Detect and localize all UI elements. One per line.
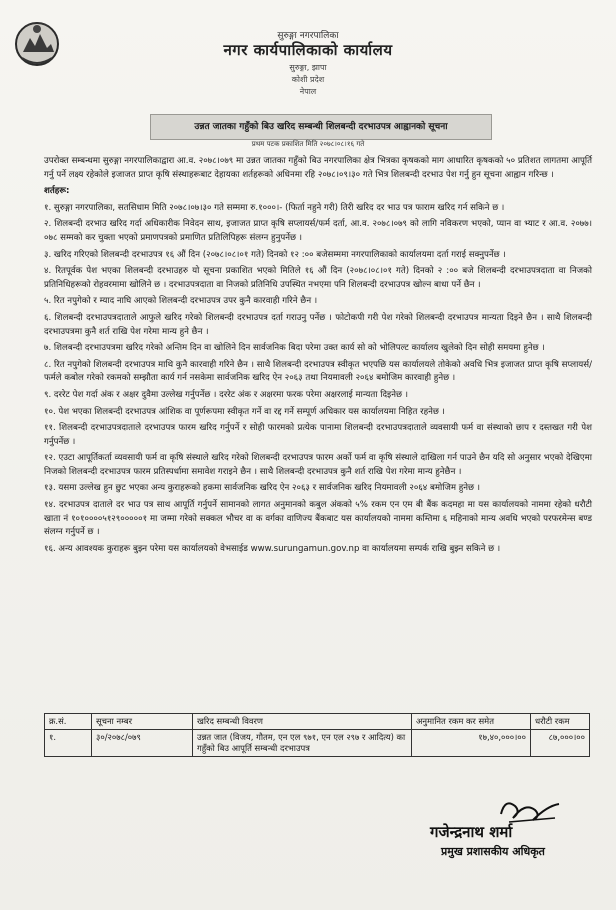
intro-paragraph: उपरोक्त सम्बन्धमा सुरुङ्गा नगरपालिकाद्वारा आ.व. २०७८।०७९ मा उन्नत जातका गहुँको बिउ नगरपालिका क्षेत्र भित्रका कृषकको माग आधारित कृषकको ५० प्रतिशत लागतमा आपूर्ति गर्नु पर्ने लक्ष्य रहेकोले इजाजत प्राप्त कृषि संस्थाहरूबाट देहायका शर्तहरूको अधिनमा रहि २०७८।०९।३० गते भित्र शिलबन्दी दरभाउ पेश गर्नु हुन सूचना आह्वान गरिन्छ । xyxy=(44,156,592,180)
handwritten-signature xyxy=(495,792,565,826)
office-title: नगर कार्यपालिकाको कार्यालय xyxy=(223,41,393,59)
address-line: कोशी प्रदेश xyxy=(291,75,325,84)
column-header: खरिद सम्बन्धी विवरण xyxy=(193,714,412,730)
condition-item: ८. रित नपुगेको शिलबन्दी दरभाउपत्र माथि कुनै कारवाही गरिने छैन । साथै शिलबन्दी दरभाउपत्र स्वीकृत भएपछि यस कार्यालयले तोकेको अवधि भित्र इजाजत प्राप्त कृषि सप्लायर्स/फर्मले कबोल गरेको रकमको सम्झौता कार्य गर्न नसकेमा सार्वजनिक खरिद ऐन २०६३ तथा नियमावली २०६४ बमोजिम कारवाही हुनेछ । xyxy=(44,359,592,384)
table-cell: १. xyxy=(45,730,92,757)
signatory-title: प्रमुख प्रशासकीय अधिकृत xyxy=(441,845,545,858)
municipality-name: सुरुङ्गा नगरपालिका xyxy=(277,31,339,41)
notice-body xyxy=(44,155,592,559)
table-header-row xyxy=(45,714,590,730)
table-cell: ८७,०००।०० xyxy=(531,730,590,757)
condition-item: १२. एउटा आपूर्तिकर्ता व्यवसायी फर्म वा कृषि संस्थाले खरिद गरेको शिलबन्दी दरभाउपत्र फारम अर्को फर्म वा कृषि संस्थाले दाखिला गर्न पाउने छैन यदि सो अनुसार भएको देखिएमा निजको शिलबन्दी दरभाउपत्र फारम प्रतिस्पर्धामा समावेश गराइने छैन । साथै शिलबन्दी दरभाउपत्र कुनै शर्त राखि पेश गरेमा मान्य हुनेछैन । xyxy=(44,453,592,477)
column-header: क्र.सं. xyxy=(45,714,92,730)
column-header: सूचना नम्बर xyxy=(92,714,193,730)
condition-item: ३. खरिद गरिएको शिलबन्दी दरभाउपत्र १६ औं दिन (२०७८।०८।०१ गते) दिनको १२ :०० बजेसम्ममा नगरपालिकाको कार्यालयमा दर्ता गराई सक्नुपर्नेछ । xyxy=(44,249,506,260)
procurement-table xyxy=(44,713,590,757)
condition-item: १०. पेश भएका शिलबन्दी दरभाउपत्र आंशिक वा पूर्णरूपमा स्वीकृत गर्ने वा रद्द गर्ने सम्पूर्ण अधिकार यस कार्यालयमा निहित रहनेछ । xyxy=(44,406,445,417)
condition-item: ११. शिलबन्दी दरभाउपत्रदाताले दरभाउपत्र फारम खरिद गर्नुपर्ने र सोही फारमको प्रत्येक पानामा शिलबन्दी दरभाउपत्रदाताले व्यवसायी फर्म वा संस्थाको छाप र दस्तखत गरी पेश गर्नुपर्नेछ । xyxy=(44,423,592,447)
condition-item: ६. शिलबन्दी दरभाउपत्रदाताले आफुले खरिद गरेको शिलबन्दी दरभाउपत्र दर्ता गराउनु पर्नेछ । फोटोकपी गरी पेश गरेको शिलबन्दी दरभाउपत्र मान्यता दिइने छैन । साथै शिलबन्दी दरभाउपत्रमा कुनै शर्त राखि पेश गरेमा मान्य हुने छैन । xyxy=(44,312,592,337)
address-line: नेपाल xyxy=(299,87,317,96)
condition-item: २. शिलबन्दी दरभाउ खरिद गर्दा अधिकारीक निवेदन साथ, इजाजत प्राप्त कृषि सप्लायर्स/फर्म दर्ता, आ.व. २०७८।०७९ को लागि नविकरण भएको, प्यान वा भ्याट र आ.व. २०७७।०७८ सम्मको कर चुक्ता भएको प्रमाणपत्रको प्रमाणित प्रतिलिपिहरू संलग्न हुनुपर्नेछ । xyxy=(44,219,592,243)
condition-item: १६. अन्य आवश्यक कुराहरू बुझ्न परेमा यस कार्यालयको वेभसाईड www.surungamun.gov.np वा कार्यालयमा सम्पर्क राखि बुझ्न सकिने छ । xyxy=(44,543,501,554)
table-row xyxy=(45,730,590,757)
condition-item: १. सुरुङ्गा नगरपालिका, सतसिधाम मिति २०७८।०७।३० गते सम्ममा रु.१०००।- (फिर्ता नहुने गरी) तिरी खरिद दर भाउ पत्र फाराम खरिद गर्न सकिने छ । xyxy=(44,202,505,213)
condition-item: ५. रित नपुगेको र म्याद नाघि आएको शिलबन्दी दरभाउपत्र उपर कुनै कारवाही गरिने छैन । xyxy=(44,296,318,307)
table-cell: ३०/२०७८/०७९ xyxy=(92,730,193,757)
condition-item: ७. शिलबन्दी दरभाउपत्रमा खरिद गरेको अन्तिम दिन वा खोलिने दिन सार्वजनिक बिदा परेमा उक्त कार्य सो को भोलिपल्ट कार्यालय खुलेको दिन सोही समयमा हुनेछ । xyxy=(44,343,545,354)
address-line: सुरुङ्गा, झापा xyxy=(289,63,327,72)
condition-item: १४. दरभाउपत्र दाताले दर भाउ पत्र साथ आपूर्ति गर्नुपर्ने सामानको लागत अनुमानको कबुल अंकको ५% रकम एन एम बी बैंक कदमहा मा यस कार्यालयको नाममा रहेको धरौटी खाता नं १०१००००५१२९०००००१ मा जम्मा गरेको सक्कल भौचर वा क वर्गका वाणिज्य बैंकबाट यस कार्यालयको नाममा कम्तिमा ६ महिनाको मान्य अवधि भएको परफरमेन्स बण्ड संलग्न गर्नुपर्ने छ । xyxy=(44,500,592,538)
condition-item: १३. यसमा उल्लेख हुन छुट भएका अन्य कुराहरूको हकमा सार्वजनिक खरिद ऐन २०६३ र सार्वजनिक खरिद नियमावली २०६४ बमोजिम हुनेछ । xyxy=(44,483,481,494)
condition-item: ९. दररेट पेश गर्दा अंक र अक्षर दुवैमा उल्लेख गर्नुपर्नेछ । दररेट अंक र अक्षरमा फरक परेमा अक्षरलाई मान्यता दिइनेछ । xyxy=(44,389,409,400)
notice-headline: उन्नत जातका गहुँको बिउ खरिद सम्बन्धी शिलबन्दी दरभाउपत्र आह्वानको सूचना xyxy=(150,114,492,140)
conditions-heading: शर्तहरू: xyxy=(44,186,70,197)
publication-date: प्रथम पटक प्रकाशित मिति २०७८।०८।१६ गते xyxy=(251,140,365,148)
table-cell: १७,४०,०००।०० xyxy=(412,730,531,757)
column-header: अनुमानित रकम कर समेत xyxy=(412,714,531,730)
condition-item: ४. रितपूर्वक पेश भएका शिलबन्दी दरभाउहरु यो सूचना प्रकाशित भएको मितिले १६ औं दिन (२०७८।०८।०१ गते) दिनको २ :०० बजे शिलबन्दी दरभाउपत्रदाता वा निजको प्रतिनिधिहरूको रोहवरमामा खोलिने छ । दरभाउपत्रदाता वा निजको प्रतिनिधि उपस्थित नभएमा पनि शिलबन्दी दरभाउपत्र खोल्न बाधा पर्ने छैन । xyxy=(44,266,592,290)
signatory-name: गजेन्द्रनाथ शर्मा xyxy=(430,823,513,841)
column-header: धरौटी रकम xyxy=(531,714,590,730)
table-cell: उन्नत जात (विजय, गौतम, एन एल ९७१, एन एल २९७ र आदित्य) का गहुँको बिउ आपूर्ति सम्बन्धी दरभाउपत्र xyxy=(193,730,412,757)
